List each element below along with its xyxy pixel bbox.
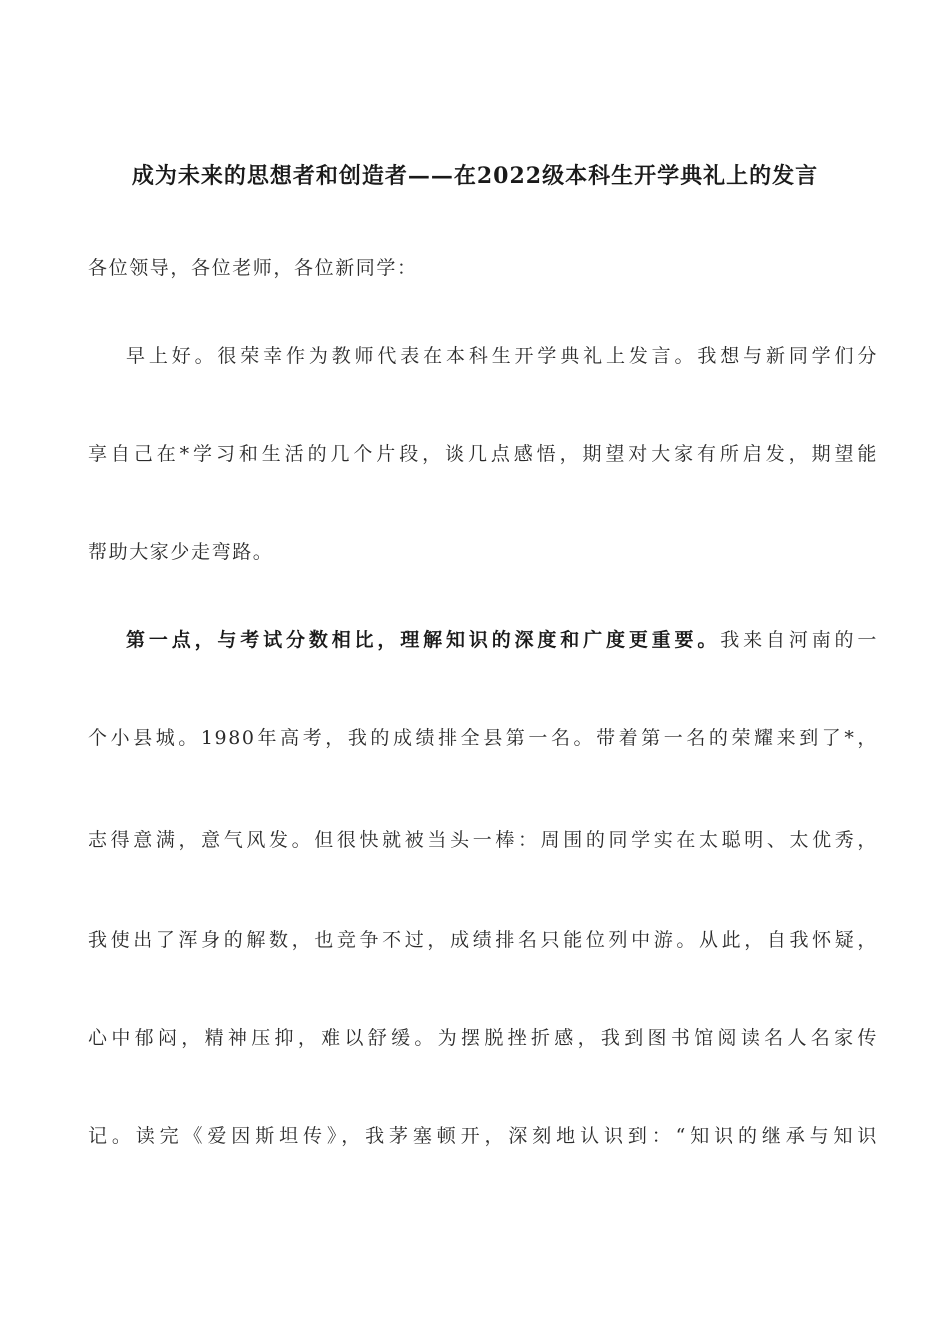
paragraph-2-line-5: 心中郁闷，精神压抑，难以舒缓。为摆脱挫折感，我到图书馆阅读名人名家传	[88, 1027, 878, 1049]
section-heading: 第一点，与考试分数相比，理解知识的深度和广度更重要。	[126, 629, 721, 651]
paragraph-2-line-1	[88, 624, 878, 656]
paragraph-2-line-1-text: 我来自河南的一	[720, 629, 879, 651]
salutation: 各位领导，各位老师，各位新同学：	[88, 257, 418, 279]
paragraph-2-line-4: 我使出了浑身的解数，也竞争不过，成绩排名只能位列中游。从此，自我怀疑，	[88, 929, 878, 951]
paragraph-2-line-6: 记。读完《爱因斯坦传》，我茅塞顿开，深刻地认识到：“知识的继承与知识	[88, 1125, 878, 1147]
paragraph-1-line-3: 帮助大家少走弯路。	[88, 541, 274, 563]
document-title: 成为未来的思想者和创造者——在2022级本科生开学典礼上的发言	[131, 163, 819, 189]
paragraph-2-line-2: 个小县城。1980年高考，我的成绩排全县第一名。带着第一名的荣耀来到了*，	[88, 727, 878, 749]
paragraph-2-line-3: 志得意满，意气风发。但很快就被当头一棒：周围的同学实在太聪明、太优秀，	[88, 829, 878, 851]
paragraph-1-line-1: 早上好。很荣幸作为教师代表在本科生开学典礼上发言。我想与新同学们分	[126, 345, 878, 367]
paragraph-1-line-2: 享自己在*学习和生活的几个片段，谈几点感悟，期望对大家有所启发，期望能	[88, 443, 878, 465]
